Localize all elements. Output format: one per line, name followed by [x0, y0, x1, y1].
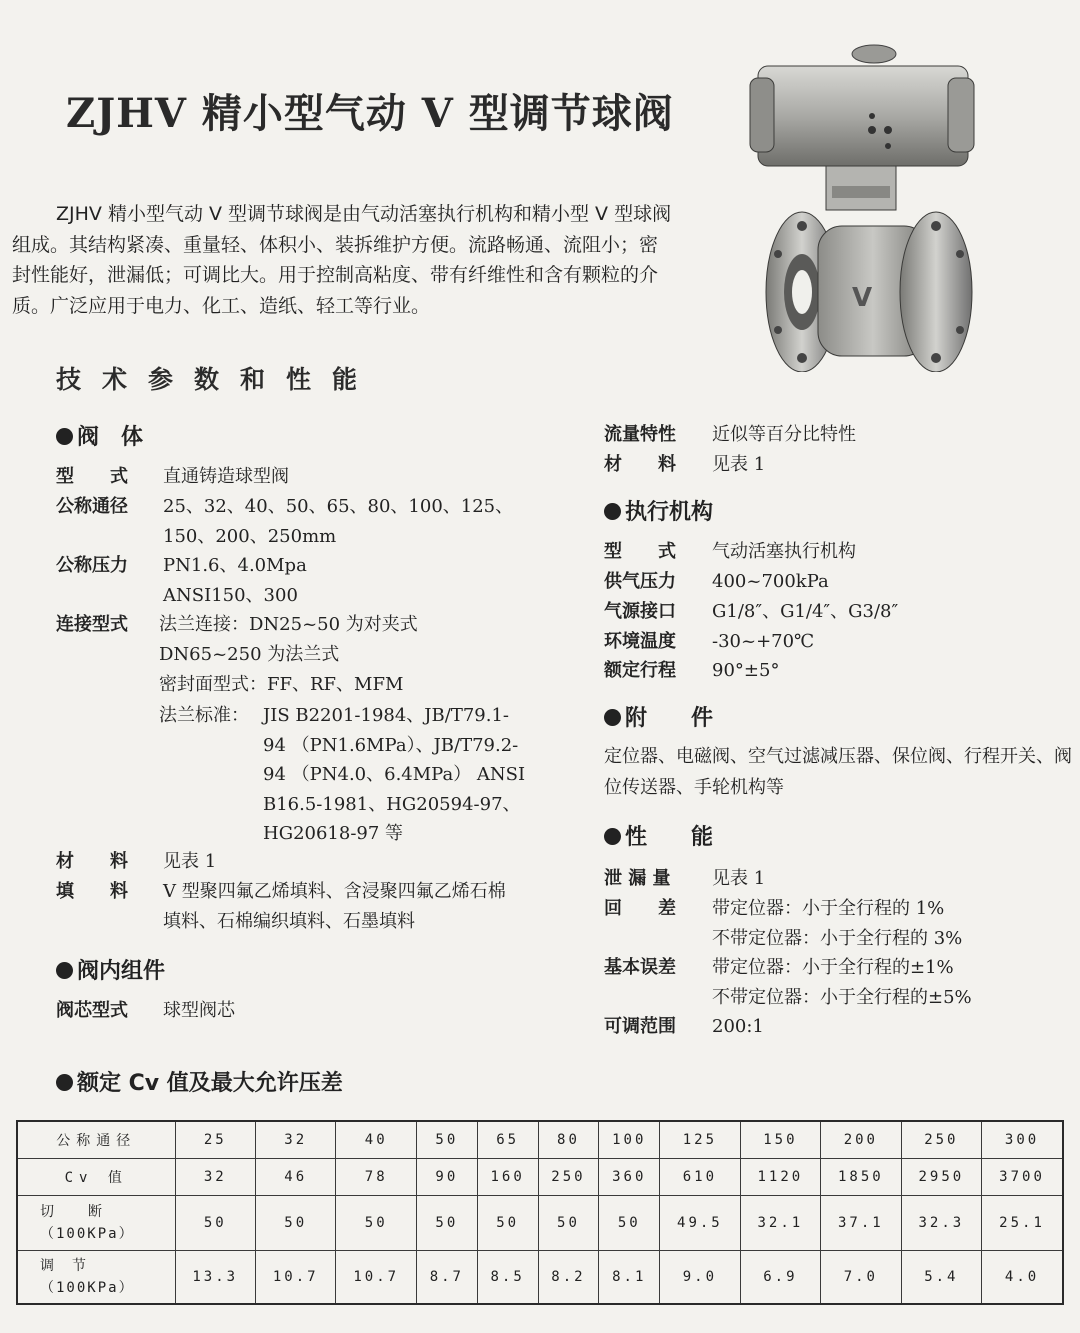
cv-table-heading: 额定 Cv 值及最大允许压差: [56, 1066, 343, 1097]
table-row: [17, 1121, 1063, 1158]
bullet-icon: [604, 503, 621, 520]
basic-error-values: 带定位器：小于全行程的±1% 不带定位器：小于全行程的±5%: [712, 957, 972, 1008]
table-cell: 37.1: [821, 1195, 901, 1250]
table-cell: 50: [416, 1195, 477, 1250]
table-cell: 90: [416, 1158, 477, 1195]
table-cell: 250: [901, 1121, 981, 1158]
bullet-icon: [56, 962, 73, 979]
table-cell: 25: [175, 1121, 255, 1158]
row-header-cell: [17, 1158, 175, 1195]
table-cell: 8.7: [416, 1250, 477, 1304]
table-cell: 7.0: [821, 1250, 901, 1304]
table-cell: 250: [538, 1158, 599, 1195]
row-header-label: 公称通径: [56, 1132, 137, 1149]
row-header-label: （100KPa）: [40, 1225, 135, 1242]
bullet-icon: [604, 828, 621, 845]
table-cell: 300: [982, 1121, 1063, 1158]
table-row: [17, 1158, 1063, 1195]
table-cell: 32.1: [740, 1195, 820, 1250]
table-cell: 32.3: [901, 1195, 981, 1250]
performance-heading: 性 能: [604, 820, 713, 851]
valve-body-heading: 阀 体: [56, 420, 143, 451]
section-title: 技术参数和性能: [56, 365, 379, 394]
table-cell: 125: [660, 1121, 740, 1158]
valve-photo: [748, 40, 980, 372]
table-cell: 32: [175, 1158, 255, 1195]
page-title: ZJHV 精小型气动 V 型调节球阀: [66, 90, 674, 137]
table-cell: 1850: [821, 1158, 901, 1195]
table-cell: 8.1: [599, 1250, 660, 1304]
table-cell: 4.0: [982, 1250, 1063, 1304]
table-cell: 25.1: [982, 1195, 1063, 1250]
row-header-cell: [17, 1250, 175, 1304]
table-cell: 100: [599, 1121, 660, 1158]
table-cell: 3700: [982, 1158, 1063, 1195]
row-header-label: （100KPa）: [40, 1279, 135, 1296]
table-cell: 200: [821, 1121, 901, 1158]
table-cell: 32: [255, 1121, 335, 1158]
row-header-label: 切 断: [40, 1203, 104, 1220]
intro-paragraph: ZJHV 精小型气动 V 型调节球阀是由气动活塞执行机构和精小型 V 型球阀组成。其结构紧凑、重量轻、体积小、装拆维护方便。流路畅通、流阻小；密封性能好，泄漏低；可调比大。用于控制高粘度、带有纤维性和含有颗粒的介质。广泛应用于电力、化工、造纸、轻工等行业。: [12, 203, 672, 317]
table-cell: 50: [538, 1195, 599, 1250]
table-row: [17, 1250, 1063, 1304]
table-cell: 50: [175, 1195, 255, 1250]
table-cell: 1120: [740, 1158, 820, 1195]
table-cell: 150: [740, 1121, 820, 1158]
table-cell: 610: [660, 1158, 740, 1195]
bullet-icon: [604, 709, 621, 726]
table-cell: 50: [599, 1195, 660, 1250]
row-header-label: Cv 值: [64, 1169, 128, 1186]
table-cell: 10.7: [255, 1250, 335, 1304]
table-cell: 5.4: [901, 1250, 981, 1304]
hysteresis-values: 带定位器：小于全行程的 1% 不带定位器：小于全行程的 3%: [712, 898, 963, 949]
actuator-heading: 执行机构: [604, 495, 713, 526]
table-cell: 8.2: [538, 1250, 599, 1304]
table-cell: 65: [477, 1121, 538, 1158]
table-cell: 10.7: [336, 1250, 416, 1304]
cv-table: [16, 1120, 1064, 1305]
table-cell: 46: [255, 1158, 335, 1195]
table-cell: 40: [336, 1121, 416, 1158]
table-cell: 50: [255, 1195, 335, 1250]
row-header-label: 调 节: [40, 1257, 88, 1274]
row-header-cell: [17, 1195, 175, 1250]
bullet-icon: [56, 1074, 73, 1091]
table-cell: 160: [477, 1158, 538, 1195]
accessories-text: 定位器、电磁阀、空气过滤减压器、保位阀、行程开关、阀位传送器、手轮机构等: [604, 746, 1072, 798]
internals-heading: 阀内组件: [56, 954, 165, 985]
table-cell: 50: [336, 1195, 416, 1250]
table-cell: 80: [538, 1121, 599, 1158]
table-cell: 6.9: [740, 1250, 820, 1304]
table-cell: 13.3: [175, 1250, 255, 1304]
table-cell: 78: [336, 1158, 416, 1195]
table-cell: 2950: [901, 1158, 981, 1195]
table-cell: 9.0: [660, 1250, 740, 1304]
table-cell: 8.5: [477, 1250, 538, 1304]
table-cell: 50: [416, 1121, 477, 1158]
table-cell: 50: [477, 1195, 538, 1250]
accessories-heading: 附 件: [604, 701, 713, 732]
row-header-cell: [17, 1121, 175, 1158]
table-row: [17, 1195, 1063, 1250]
table-cell: 360: [599, 1158, 660, 1195]
svg-text:V: V: [852, 283, 873, 313]
table-cell: 49.5: [660, 1195, 740, 1250]
flange-standard-list: JIS B2201-1984、JB/T79.1- 94 （PN1.6MPa）、JB/T79.2- 94 （PN4.0、6.4MPa） ANSI B16.5-1981、HG20594-97、 HG20618-97 等: [263, 705, 526, 844]
bullet-icon: [56, 428, 73, 445]
